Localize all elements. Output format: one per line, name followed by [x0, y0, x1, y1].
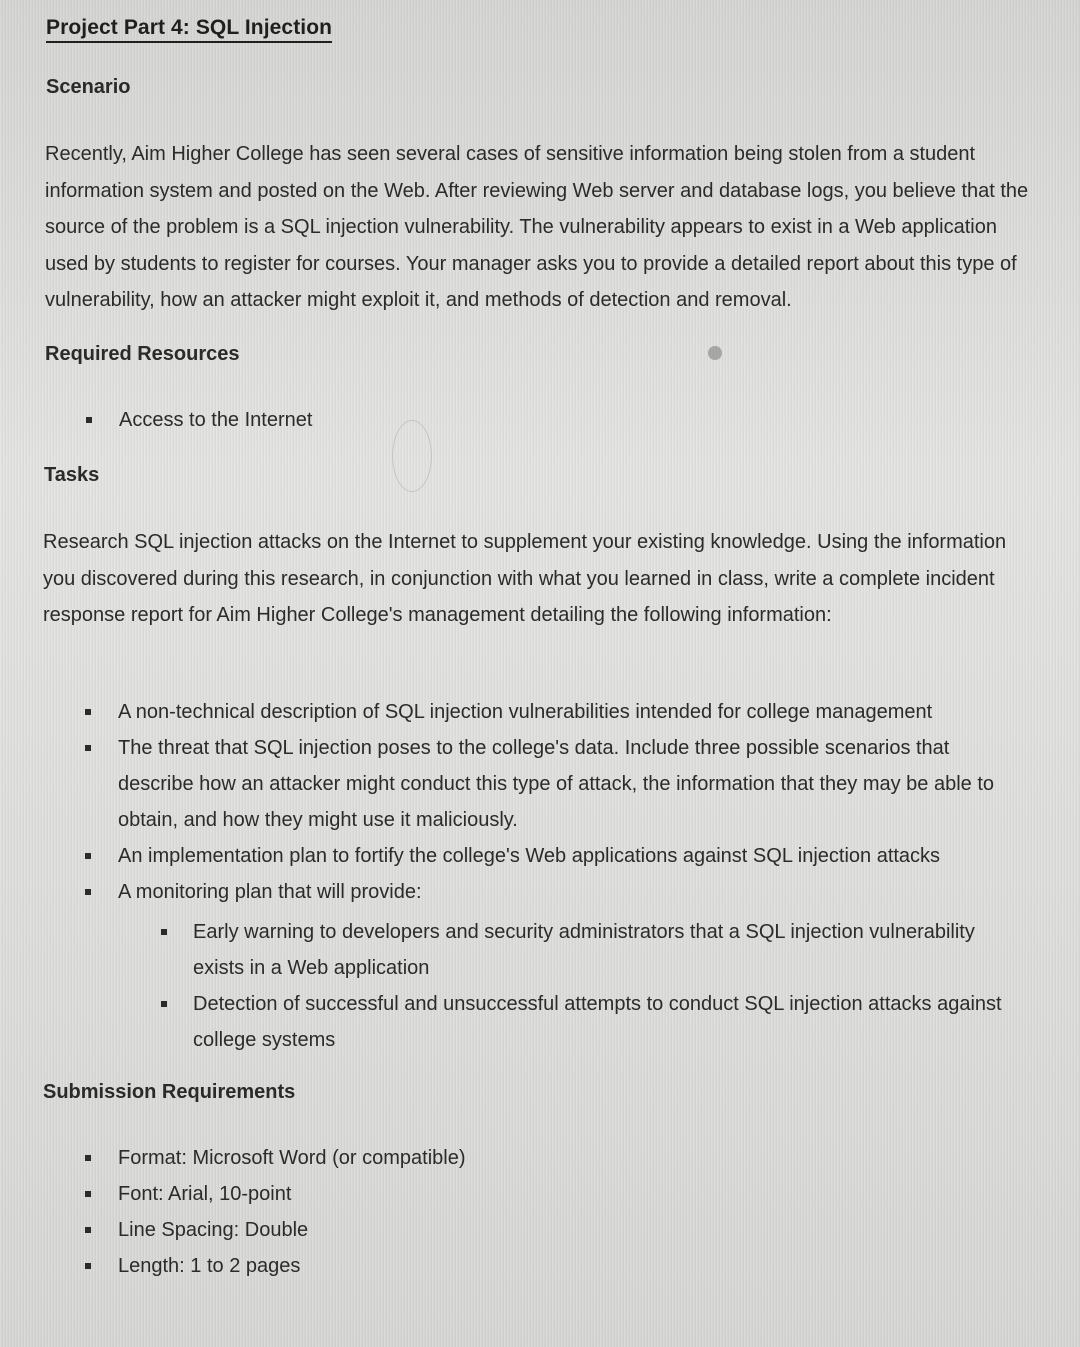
submission-heading: Submission Requirements	[43, 1081, 296, 1103]
list-item: Detection of successful and unsuccessful attempts to conduct SQL injection attacks against college systems	[193, 986, 1023, 1058]
required-resources-list	[119, 402, 999, 438]
bullet-icon	[85, 709, 91, 715]
scenario-heading: Scenario	[46, 76, 131, 98]
tasks-intro-paragraph	[43, 524, 1008, 634]
scenario-text: Recently, Aim Higher College has seen several cases of sensitive information being stolen from a student information system and posted on the Web. After reviewing Web server and database logs, you believe that the source of the problem is a SQL injection vulnerability. The vulnerability appears to exist in a Web application used by students to register for courses. Your manager asks you to provide a detailed report about this type of vulnerability, how an attacker might exploit it, and methods of detection and removal.	[45, 143, 1029, 311]
smudge-ring	[392, 420, 432, 492]
list-item: Line Spacing: Double	[118, 1212, 998, 1248]
scenario-paragraph	[45, 136, 1045, 319]
bullet-icon	[85, 889, 91, 895]
list-item: Format: Microsoft Word (or compatible)	[118, 1140, 998, 1176]
list-item: A non-technical description of SQL injection vulnerabilities intended for college management	[118, 694, 1023, 730]
list-item: The threat that SQL injection poses to the college's data. Include three possible scenarios that describe how an attacker might conduct this type of attack, the information that they may be able to obtain, and how they might use it maliciously.	[118, 730, 1023, 838]
tasks-heading: Tasks	[44, 464, 100, 486]
bullet-icon	[85, 1263, 91, 1269]
document-title: Project Part 4: SQL Injection	[46, 16, 332, 43]
bullet-icon	[85, 1191, 91, 1197]
bullet-icon	[85, 1155, 91, 1161]
bullet-icon	[85, 1227, 91, 1233]
smudge-mark	[708, 346, 722, 360]
list-item: Access to the Internet	[119, 402, 999, 438]
list-item: Font: Arial, 10-point	[118, 1176, 998, 1212]
bullet-icon	[161, 929, 167, 935]
list-item: A monitoring plan that will provide:	[118, 874, 1023, 910]
tasks-sublist	[193, 914, 1023, 1058]
bullet-icon	[161, 1001, 167, 1007]
list-item: Length: 1 to 2 pages	[118, 1248, 998, 1284]
bullet-icon	[85, 745, 91, 751]
tasks-intro-text: Research SQL injection attacks on the Internet to supplement your existing knowledge. Using the information you discovered during this research, in conjunction with what you learned in class, write a complete incident response report for Aim Higher College's management detailing the following information:	[43, 531, 1007, 626]
bullet-icon	[85, 853, 91, 859]
submission-list	[118, 1140, 998, 1284]
list-item: An implementation plan to fortify the college's Web applications against SQL injection attacks	[118, 838, 1023, 874]
tasks-list	[118, 694, 1023, 910]
list-item: Early warning to developers and security administrators that a SQL injection vulnerability exists in a Web application	[193, 914, 1023, 986]
required-resources-heading: Required Resources	[45, 343, 240, 365]
bullet-icon	[86, 417, 92, 423]
